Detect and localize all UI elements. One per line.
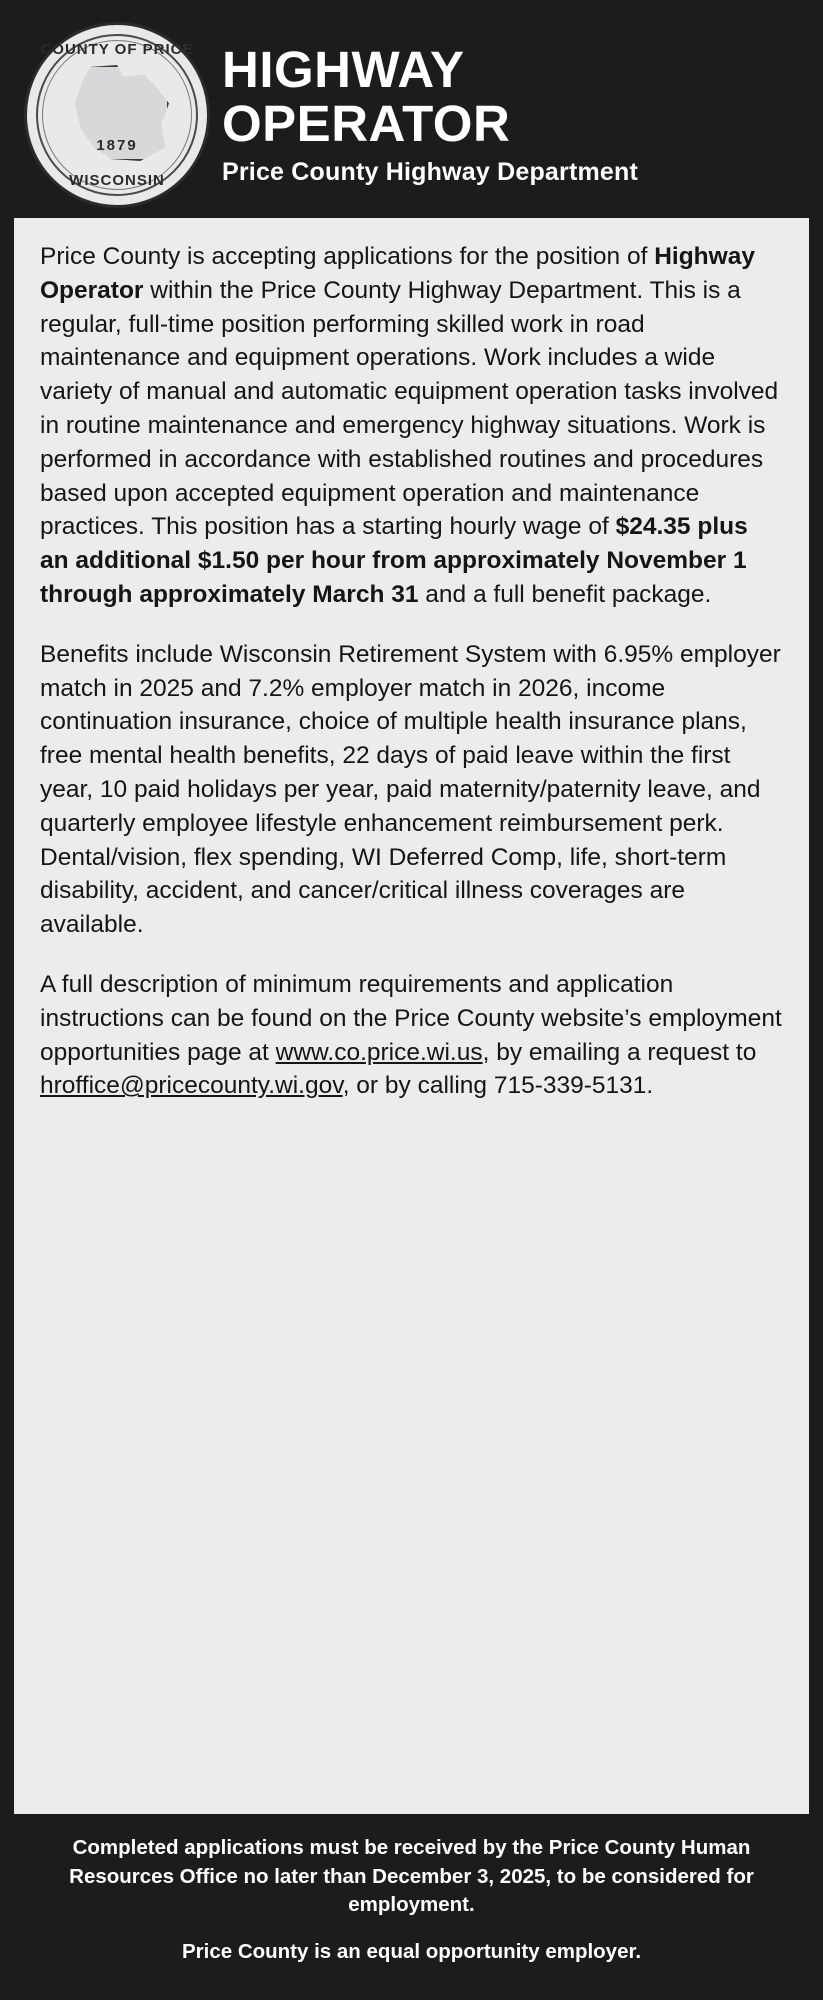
application-deadline-text: Completed applications must be received by the Price County Human Resources Office no later than December 3, 2025, to be considered for employment. bbox=[69, 1835, 754, 1917]
ad-body bbox=[14, 218, 809, 1814]
p3-text-3: , or by calling bbox=[342, 1072, 494, 1100]
page-subtitle: Price County Highway Department bbox=[222, 157, 639, 186]
ad-header bbox=[14, 14, 809, 218]
p3-text-4: . bbox=[646, 1072, 654, 1100]
title-line-2: OPERATOR bbox=[222, 94, 511, 152]
paragraph-how-to-apply bbox=[40, 968, 783, 1103]
ad-footer bbox=[14, 1814, 809, 1986]
paragraph-position-description bbox=[40, 240, 783, 612]
county-seal-icon bbox=[24, 22, 210, 208]
website-link[interactable]: www.co.price.wi.us bbox=[275, 1038, 483, 1066]
paragraph-benefits: Benefits include Wisconsin Retirement System with 6.95% employer match in 2025 and 7.2% employer match in 2026, income continuation insurance, choice of multiple health insurance plans, free mental health benefits, 22 days of paid leave within the first year, 10 paid holidays per year, paid maternity/paternity leave, and quarterly employee lifestyle enhancement reimbursement perk. Dental/vision, flex spending, WI Deferred Comp, life, short-term disability, accident, and cancer/critical illness coverages are available. bbox=[40, 640, 781, 939]
p1-text-3: and a full benefit package. bbox=[418, 580, 712, 608]
p1-text-2: within the Price County Highway Department. This is a regular, full-time position performing skilled work in road maintenance and equipment operations. Work includes a wide variety of manual and automatic equipment operation tasks involved in routine maintenance and emergency highway situations. Work is performed in accordance with established routines and procedures based upon accepted equipment operation and maintenance practices. This position has a starting hourly wage of bbox=[40, 276, 779, 541]
p1-bold-wage: $24.35 plus an additional $1.50 per hour from approximately November 1 through approximately March 31 bbox=[40, 513, 748, 608]
title-line-1: HIGHWAY bbox=[222, 41, 465, 99]
page-title bbox=[222, 41, 795, 152]
seal-top-text: COUNTY OF PRICE bbox=[40, 41, 194, 58]
p3-text-2: , by emailing a request to bbox=[482, 1038, 757, 1066]
p1-text-1: Price County is accepting applications for the position of bbox=[40, 243, 655, 270]
seal-bottom-text: WISCONSIN bbox=[69, 172, 165, 189]
phone-number: 715-339-5131 bbox=[493, 1072, 647, 1100]
header-text-block bbox=[216, 43, 795, 186]
email-link[interactable]: hroffice@pricecounty.wi.gov bbox=[40, 1072, 343, 1100]
p3-text-1: A full description of minimum requirements and application instructions can be found on the Price County website’s employment opportunities page at bbox=[40, 970, 782, 1066]
equal-opportunity-text: Price County is an equal opportunity employer. bbox=[181, 1940, 642, 1963]
seal-year-text: 1879 bbox=[96, 137, 138, 154]
p1-bold-job-title: Highway Operator bbox=[40, 243, 755, 304]
